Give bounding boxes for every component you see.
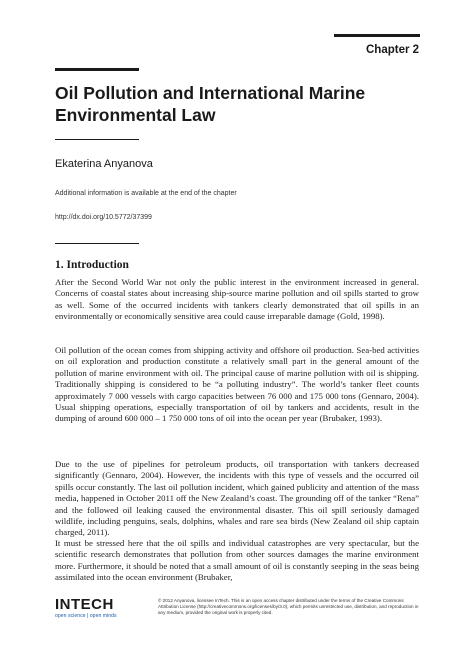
body-paragraph: It must be stressed here that the oil spills and individual catastrophes are very spectacular, but the scientific research demonstrates that pollution from other sources damages the marine environment more. Furthermore, it should be noted that a small amount of oil is constantly seeping in the seas being assimilated into the ocean environment (Brubaker, — [55, 538, 419, 583]
chapter-rule — [334, 34, 420, 37]
additional-info-note: Additional information is available at the end of the chapter — [55, 190, 237, 197]
doi-link[interactable]: http://dx.doi.org/10.5772/37399 — [55, 214, 152, 221]
chapter-label: Chapter 2 — [366, 44, 420, 56]
copyright-notice: © 2012 Anyanova, licensee InTech. This is an open access chapter distributed under the terms of the Creative Commons Attribution License (http://creativecommons.org/licenses/by/3.0), which permits unrestricted use, distribution, and reproduction in any medium, provided the original work is properly cited. — [158, 598, 419, 615]
chapter-title: Oil Pollution and International Marine Environmental Law — [55, 83, 366, 125]
author-name: Ekaterina Anyanova — [55, 158, 153, 170]
publisher-logo — [55, 597, 117, 620]
doi-rule — [55, 243, 139, 244]
publisher-tagline: open science | open minds — [55, 613, 117, 619]
title-rule-bottom — [55, 139, 139, 140]
body-paragraph: After the Second World War not only the public interest in the environment increased in general. Concerns of coastal states about increasing ship-source marine pollution and oil spills started to grow as well. Some of the occurred incidents with tankers clearly demonstrated that oil spills in an environmentally or economically sensitive area could cause irreparable damage (Gold, 1998). — [55, 277, 419, 322]
section-heading: 1. Introduction — [55, 259, 129, 271]
publisher-logo-text: INTECH — [55, 596, 114, 613]
title-rule-top — [55, 68, 139, 71]
body-paragraph: Oil pollution of the ocean comes from shipping activity and offshore oil production. Sea-bed activities on oil exploration and production constitute a relatively small part in the general amount of the pollution of marine environment with oil. The principal cause of marine pollution with oil is shipping. Traditionally shipping is considered to be “a polluting industry”. The world’s tanker fleet counts approximately 7 000 vessels with cargo capacities between 76 000 and 175 000 tons (Gennaro, 2004). Usual shipping operations, especially transportation of oil by tankers and accidents, result in the dumping of around 600 000 – 1 750 000 tons of oil into the ocean per year (Brubaker, 1993). — [55, 345, 419, 424]
body-paragraph: Due to the use of pipelines for petroleum products, oil transportation with tankers decreased significantly (Gennaro, 2004). However, the incidents with this type of vessels and the occurred oil spills occur constantly. The last oil pollution incident, which gained publicity and attention of the mass media, happened in October 2011 off the New Zealand’s coast. The grounding off of the tanker “Rena” and the followed oil leaking caused the environmental disaster. This oil spill seriously damaged wildlife, including penguins, seals, dolphins, whales and rare sea birds (New Zealand oil ship captain charged, 2011). — [55, 459, 419, 538]
